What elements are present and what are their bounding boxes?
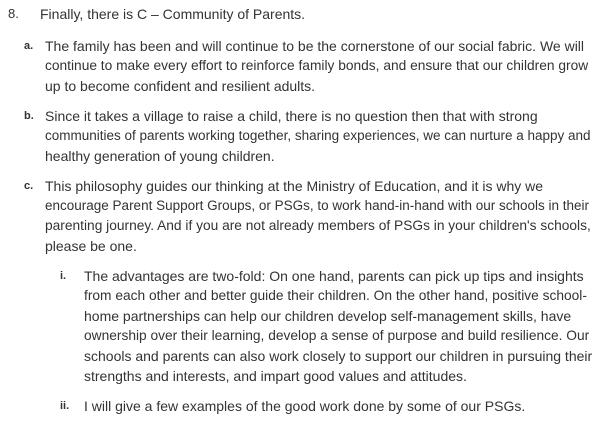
text-line: Finally, there is C – Community of Parents.: [40, 6, 306, 22]
item-text: [45, 176, 597, 256]
text-line: Since it takes a village to raise a child, there is no question then that with strong: [45, 108, 538, 124]
item-text: [45, 36, 597, 96]
text-line: up to become confident and resilient adults.: [45, 78, 316, 94]
list-item-a: [24, 36, 597, 96]
text-line: healthy generation of young children.: [45, 148, 275, 164]
text-line: please be one.: [45, 238, 137, 254]
list-item-b: [24, 106, 597, 166]
item-text: [40, 4, 595, 24]
item-text: [45, 106, 597, 166]
item-marker: i.: [60, 270, 67, 282]
text-line: I will give a few examples of the good work done by some of our PSGs.: [84, 398, 526, 414]
item-text: [84, 396, 594, 416]
text-line: ownership over their learning, develop a sense of purpose and build resilience. Our: [84, 328, 590, 343]
text-line: The advantages are two-fold: On one hand, parents can pick up tips and insights: [84, 268, 584, 284]
text-line: home partnerships can help our children develop self-management skills, have: [84, 308, 572, 324]
list-item-ii: [60, 396, 594, 416]
item-marker: 8.: [8, 6, 19, 21]
item-marker: ii.: [60, 400, 70, 412]
text-line: The family has been and will continue to be the cornerstone of our social fabric. We will: [45, 38, 585, 54]
text-line: This philosophy guides our thinking at the Ministry of Education, and it is why we: [45, 178, 544, 194]
text-line: strengths and interests, and impart good values and attitudes.: [84, 368, 467, 384]
item-marker: b.: [24, 110, 34, 122]
text-line: encourage Parent Support Groups, or PSGs, to work hand-in-hand with our schools in their: [45, 198, 590, 213]
item-marker: c.: [24, 180, 34, 192]
text-line: from each other and better guide their children. On the other hand, positive school-: [84, 288, 587, 303]
list-item-8: [8, 4, 595, 24]
item-text: [84, 266, 594, 386]
item-marker: a.: [24, 40, 34, 52]
text-line: communities of parents working together, sharing experiences, we can nurture a happy and: [45, 128, 591, 143]
text-line: schools and parents can also work closely to support our children in pursuing their: [84, 348, 593, 364]
list-item-c: [24, 176, 597, 256]
text-line: continue to make every effort to reinforce family bonds, and ensure that our children grow: [45, 58, 589, 73]
list-item-i: [60, 266, 594, 386]
text-line: parenting journey. And if you are not already members of PSGs in your children's schools,: [45, 218, 591, 233]
